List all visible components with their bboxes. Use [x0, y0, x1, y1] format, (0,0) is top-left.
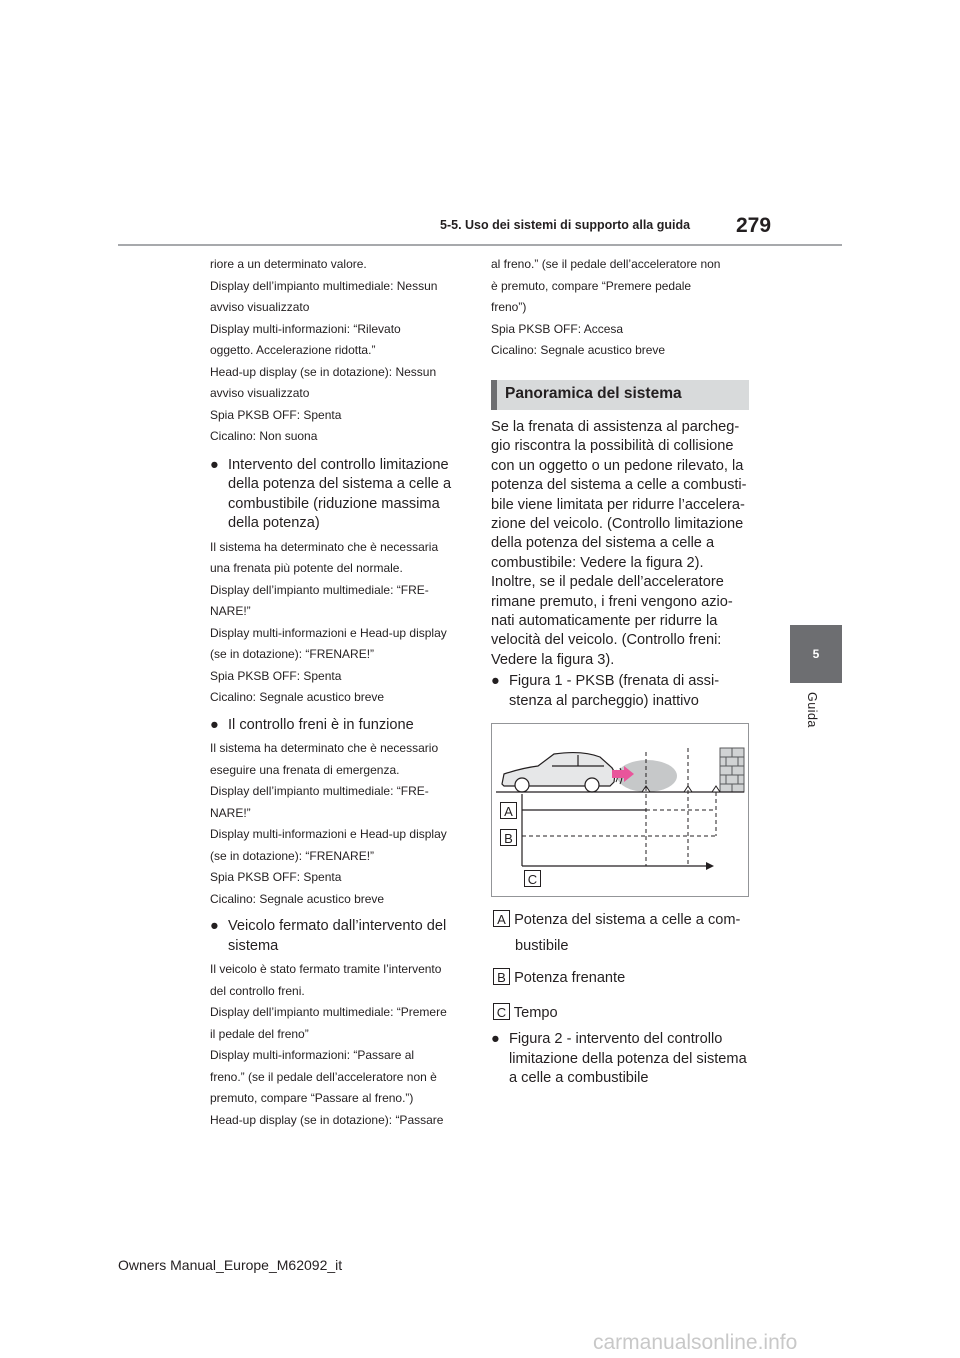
legend-a: [493, 910, 740, 928]
wall-icon: [720, 748, 744, 792]
figure-label-a: A: [500, 802, 517, 819]
figure-pksb-inactive: [491, 723, 749, 897]
text-line: (se in dotazione): “FRENARE!”: [210, 848, 375, 863]
text-line: Display dell’impianto multimediale: “FRE-: [210, 582, 429, 597]
text-line: Se la frenata di assistenza al parcheg-: [491, 419, 740, 435]
bullet-dot-icon: ●: [210, 918, 219, 934]
text-block-b: [210, 537, 470, 709]
bullet-item: [491, 672, 753, 711]
text-line: rimane premuto, i freni vengono azio-: [491, 593, 733, 610]
legend-a-cont: bustibile: [515, 938, 569, 954]
text-line: Spia PKSB OFF: Spenta: [210, 668, 342, 683]
text-line: Display multi-informazioni e Head-up display: [210, 625, 447, 640]
text-line: Display dell’impianto multimediale: “Premere: [210, 1005, 447, 1019]
legend-c: [493, 1003, 558, 1021]
text-line: Spia PKSB OFF: Accesa: [491, 321, 624, 336]
text-line: con un oggetto o un pedone rilevato, la: [491, 457, 744, 474]
text-line: eseguire una frenata di emergenza.: [210, 762, 400, 777]
text-line: Il veicolo è stato fermato tramite l’intervento: [210, 962, 442, 976]
chapter-number: 5: [812, 647, 820, 661]
text-line: Display multi-informazioni: “Passare al: [210, 1048, 415, 1062]
bullet-item: [210, 456, 470, 534]
left-column: [210, 254, 470, 1131]
text-line: avviso visualizzato: [210, 300, 310, 314]
text-line: al freno.” (se il pedale dell’acceleratore non: [491, 257, 721, 271]
text-line: Inoltre, se il pedale dell’acceleratore: [491, 574, 724, 591]
legend-b: [493, 968, 625, 986]
text-line: Display multi-informazioni e Head-up display: [210, 827, 447, 841]
text-line: una frenata più potente del normale.: [210, 561, 403, 575]
text-line: Cicalino: Segnale acustico breve: [491, 343, 666, 357]
text-line: Display multi-informazioni: “Rilevato: [210, 321, 401, 336]
text-line: oggetto. Accelerazione ridotta.”: [210, 343, 376, 357]
text-line: Cicalino: Non suona: [210, 429, 318, 443]
bullet-line: Figura 1 - PKSB (frenata di assi-: [509, 673, 720, 689]
bullet-line: limitazione della potenza del sistema: [509, 1050, 747, 1067]
bullet-dot-icon: ●: [210, 716, 219, 733]
chapter-label: Guida: [805, 692, 819, 728]
text-line: bile viene limitata per ridurre l’accelera-: [491, 496, 745, 513]
text-line: della potenza del sistema a celle a: [491, 535, 715, 552]
bullet-line: Figura 2 - intervento del controllo: [509, 1031, 723, 1047]
text-line: (se in dotazione): “FRENARE!”: [210, 647, 375, 661]
text-line: Vedere la figura 3).: [491, 651, 615, 668]
text-line: Spia PKSB OFF: Spenta: [210, 407, 342, 422]
bullet-dot-icon: ●: [210, 456, 219, 473]
legend-text-b: Potenza frenante: [514, 970, 626, 986]
text-line: NARE!”: [210, 604, 251, 618]
figure-label-b: B: [500, 829, 517, 846]
text-line: del controllo freni.: [210, 983, 305, 998]
watermark: carmanualsonline.info: [593, 1331, 798, 1354]
bullet-line: della potenza): [228, 515, 320, 531]
figure-label-c: C: [524, 870, 541, 887]
text-line: Il sistema ha determinato che è necessaria: [210, 539, 439, 554]
text-line: avviso visualizzato: [210, 386, 310, 400]
system-overview-paragraph: [491, 418, 753, 670]
car-icon: [502, 753, 615, 792]
text-line: gio riscontra la possibilità di collisione: [491, 438, 734, 455]
bullet-line: combustibile (riduzione massima: [228, 495, 440, 512]
bullet-line: stenza al parcheggio) inattivo: [509, 692, 699, 709]
text-line: premuto, compare “Passare al freno.”): [210, 1091, 414, 1105]
text-line: freno.” (se il pedale dell’acceleratore non è: [210, 1069, 437, 1084]
text-block-c: [210, 738, 470, 910]
bullet-line: della potenza del sistema a celle a: [228, 476, 452, 492]
text-line: Display dell’impianto multimediale: Nessun: [210, 278, 438, 293]
legend-label-a: A: [493, 910, 510, 927]
text-block-d: [210, 959, 470, 1131]
bullet-line: Il controllo freni è in funzione: [228, 716, 414, 733]
text-line: Spia PKSB OFF: Spenta: [210, 870, 342, 884]
text-block-a: [210, 254, 470, 448]
legend-text-a: Potenza del sistema a celle a com-: [514, 912, 741, 928]
footer-manual-id: Owners Manual_Europe_M62092_it: [118, 1257, 343, 1273]
text-line: velocità del veicolo. (Controllo freni:: [491, 632, 722, 649]
bullet-item: [491, 1030, 753, 1089]
text-line: Cicalino: Segnale acustico breve: [210, 690, 385, 704]
text-line: Il sistema ha determinato che è necessario: [210, 741, 439, 755]
text-line: nati automaticamente per ridurre la: [491, 613, 718, 630]
section-header: 5-5. Uso dei sistemi di supporto alla guida: [440, 218, 691, 232]
page-number: 279: [736, 214, 772, 237]
section-title: Panoramica del sistema: [491, 380, 749, 410]
legend-text-c: Tempo: [513, 1005, 558, 1021]
text-line: il pedale del freno”: [210, 1026, 309, 1041]
text-line: è premuto, compare “Premere pedale: [491, 278, 692, 293]
text-line: NARE!”: [210, 805, 251, 820]
legend-label-c: C: [493, 1003, 510, 1020]
bullet-line: Intervento del controllo limitazione: [228, 456, 449, 473]
text-line: Cicalino: Segnale acustico breve: [210, 891, 385, 906]
text-line: riore a un determinato valore.: [210, 257, 367, 271]
text-line: Head-up display (se in dotazione): Nessun: [210, 364, 437, 379]
time-arrow-icon: [706, 862, 714, 870]
bullet-line: a celle a combustibile: [509, 1070, 649, 1086]
bullet-dot-icon: ●: [491, 673, 500, 689]
text-line: Display dell’impianto multimediale: “FRE-: [210, 784, 429, 798]
text-line: freno”): [491, 300, 527, 314]
bullet-dot-icon: ●: [491, 1031, 500, 1047]
bullet-line: sistema: [228, 937, 279, 954]
chapter-tab: [790, 625, 842, 683]
bullet-item: [210, 917, 470, 956]
text-line: combustibile: Vedere la figura 2).: [491, 554, 704, 571]
right-text-top: [491, 254, 753, 362]
text-line: Head-up display (se in dotazione): “Passare: [210, 1112, 444, 1127]
text-line: zione del veicolo. (Controllo limitazione: [491, 516, 744, 533]
bullet-item: [210, 716, 470, 736]
header-rule: [118, 244, 842, 246]
bullet-line: Veicolo fermato dall’intervento del: [228, 918, 447, 934]
legend-label-b: B: [493, 968, 510, 985]
text-line: potenza del sistema a celle a combusti-: [491, 477, 747, 494]
